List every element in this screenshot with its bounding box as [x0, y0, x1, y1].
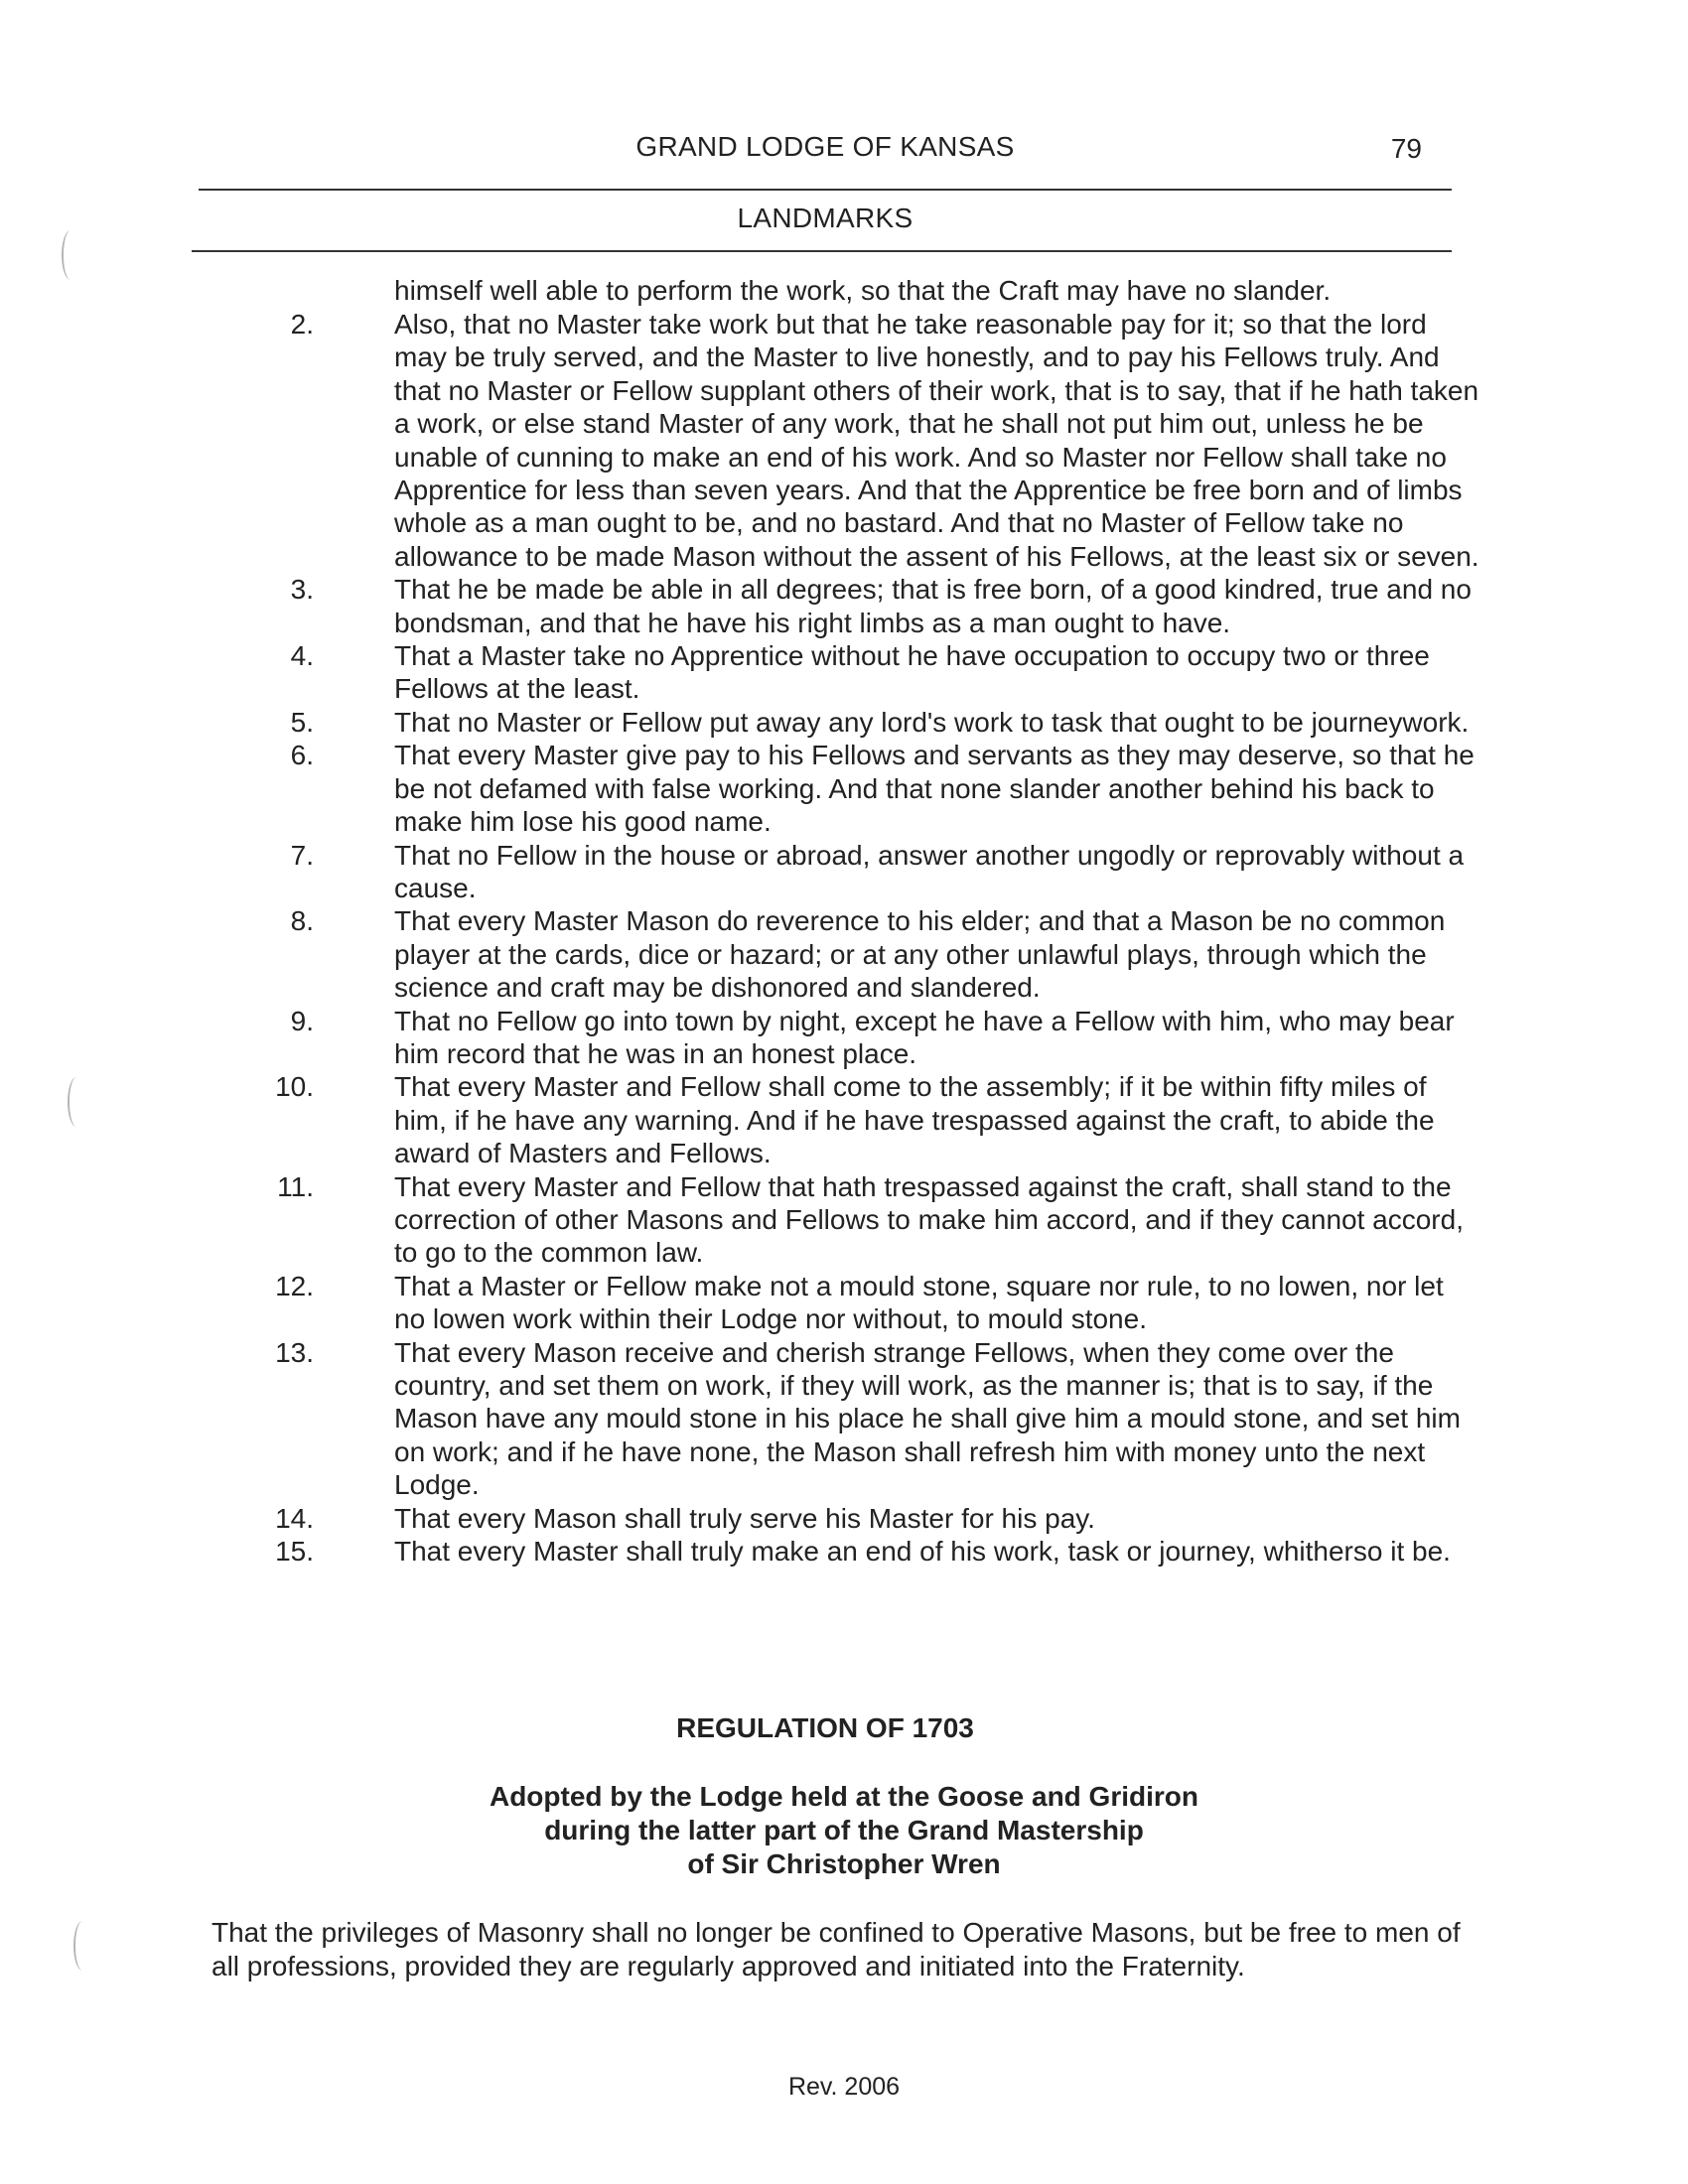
- item-text: That no Fellow in the house or abroad, answer another ungodly or reprovably without a cause.: [394, 839, 1465, 903]
- item-number: 13.: [275, 1336, 314, 1368]
- item-text: That a Master or Fellow make not a mould stone, square nor rule, to no lowen, nor let no lowen work within their Lodge nor without, to mould stone.: [394, 1270, 1444, 1335]
- item-text: That every Master give pay to his Fellows and servants as they may deserve, so that he be not defamed with false working. And that none slander another behind his back to make him lose his good name.: [394, 740, 1475, 838]
- binder-hole-mark: [68, 1077, 85, 1127]
- item-number: 7.: [290, 839, 314, 871]
- item-text: That every Master and Fellow shall come to the assembly; if it be within fifty miles of him, if he have any warning. And if he have trespassed against the craft, to abide the award of Masters and Fellows.: [394, 1071, 1435, 1169]
- subheading-line: of Sir Christopher Wren: [687, 1848, 1001, 1879]
- item-number: 15.: [275, 1536, 314, 1568]
- item-text: That every Mason receive and cherish strange Fellows, when they come over the country, and set them on work, if they will work, as the manner is; that is to say, if the Mason have any mould stone in his place he shall give him a mould stone, and set him on work; and if he have none, the Mason shall refresh him with money unto the next Lodge.: [394, 1336, 1461, 1501]
- list-item: [248, 904, 1479, 1004]
- item-text: Also, that no Master take work but that he take reasonable pay for it; so that the lord may be truly served, and the Master to live honestly, and to pay his Fellows truly. And that no Master or Fellow supplant others of their work, that is to say, that if he hath taken a work, or else stand Master of any work, that he shall not put him out, unless he be unable of cunning to make an end of his work. And so Master nor Fellow shall take no Apprentice for less than seven years. And that the Apprentice be free born and of limbs whole as a man ought to be, and no bastard. And that no Master of Fellow take no allowance to be made Mason without the assent of his Fellows, at the least six or seven.: [394, 309, 1479, 572]
- landmarks-list: [248, 308, 1479, 1568]
- item-text: That a Master take no Apprentice without he have occupation to occupy two or three Fellows at the least.: [394, 640, 1430, 705]
- list-item: [248, 1502, 1479, 1535]
- list-item: [248, 839, 1479, 905]
- list-item: [248, 706, 1479, 739]
- continuation-text: himself well able to perform the work, so that the Craft may have no slander.: [394, 275, 1332, 306]
- page-number: 79: [1390, 133, 1422, 164]
- item-number: 11.: [277, 1170, 314, 1202]
- regulation-heading: REGULATION OF 1703: [676, 1712, 974, 1743]
- header-divider-top: [199, 189, 1452, 191]
- binder-hole-mark: [62, 230, 79, 280]
- item-number: 4.: [290, 640, 314, 672]
- item-text: That no Master or Fellow put away any lord's work to task that ought to be journeywork.: [394, 706, 1470, 738]
- list-item: [248, 308, 1479, 573]
- regulation-subheading: [348, 1780, 1340, 1881]
- page-header: [199, 131, 1452, 165]
- list-item: [248, 1270, 1479, 1336]
- list-item: [248, 739, 1479, 838]
- section-title: LANDMARKS: [737, 203, 914, 233]
- item-text: That every Master and Fellow that hath trespassed against the craft, shall stand to the correction of other Masons and Fellows to make him accord, and if they cannot accord, to go to the common law.: [394, 1170, 1464, 1269]
- list-item: [248, 1005, 1479, 1071]
- item-text: That every Mason shall truly serve his Master for his pay.: [394, 1502, 1095, 1534]
- item-text: That every Master shall truly make an end of his work, task or journey, whitherso it be.: [394, 1536, 1451, 1568]
- item-text: That every Master Mason do reverence to his elder; and that a Mason be no common player at the cards, dice or hazard; or at any other unlawful plays, through which the science and craft may be dishonored and slandered.: [394, 905, 1446, 1004]
- header-title: GRAND LODGE OF KANSAS: [635, 131, 1015, 162]
- binder-hole-mark: [73, 1921, 91, 1971]
- item-number: 2.: [290, 309, 314, 340]
- item-text: That no Fellow go into town by night, except he have a Fellow with him, who may bear him record that he was in an honest place.: [394, 1005, 1455, 1069]
- list-item: [248, 1535, 1479, 1568]
- regulation-body: That the privileges of Masonry shall no longer be confined to Operative Masons, but be free to men of all professions, provided they are regularly approved and initiated into the Fraternity.: [211, 1917, 1461, 1981]
- item-number: 3.: [290, 574, 314, 606]
- list-item: [248, 639, 1479, 706]
- list-item: [248, 1336, 1479, 1502]
- list-item: [248, 1070, 1479, 1169]
- footer-revision: Rev. 2006: [787, 2073, 901, 2101]
- subheading-line: during the latter part of the Grand Mastership: [544, 1815, 1144, 1845]
- item-number: 8.: [290, 905, 314, 937]
- item-number: 6.: [290, 740, 314, 771]
- item-text: That he be made be able in all degrees; that is free born, of a good kindred, true and no bondsman, and that he have his right limbs as a man ought to have.: [394, 574, 1472, 638]
- item-number: 5.: [290, 706, 314, 738]
- item-number: 12.: [275, 1270, 314, 1301]
- list-item: [248, 573, 1479, 639]
- list-item: [248, 1170, 1479, 1270]
- item-number: 10.: [275, 1071, 314, 1103]
- item-number: 14.: [275, 1502, 314, 1534]
- item-number: 9.: [290, 1005, 314, 1036]
- header-divider-bottom: [192, 250, 1452, 252]
- subheading-line: Adopted by the Lodge held at the Goose and Gridiron: [489, 1781, 1198, 1812]
